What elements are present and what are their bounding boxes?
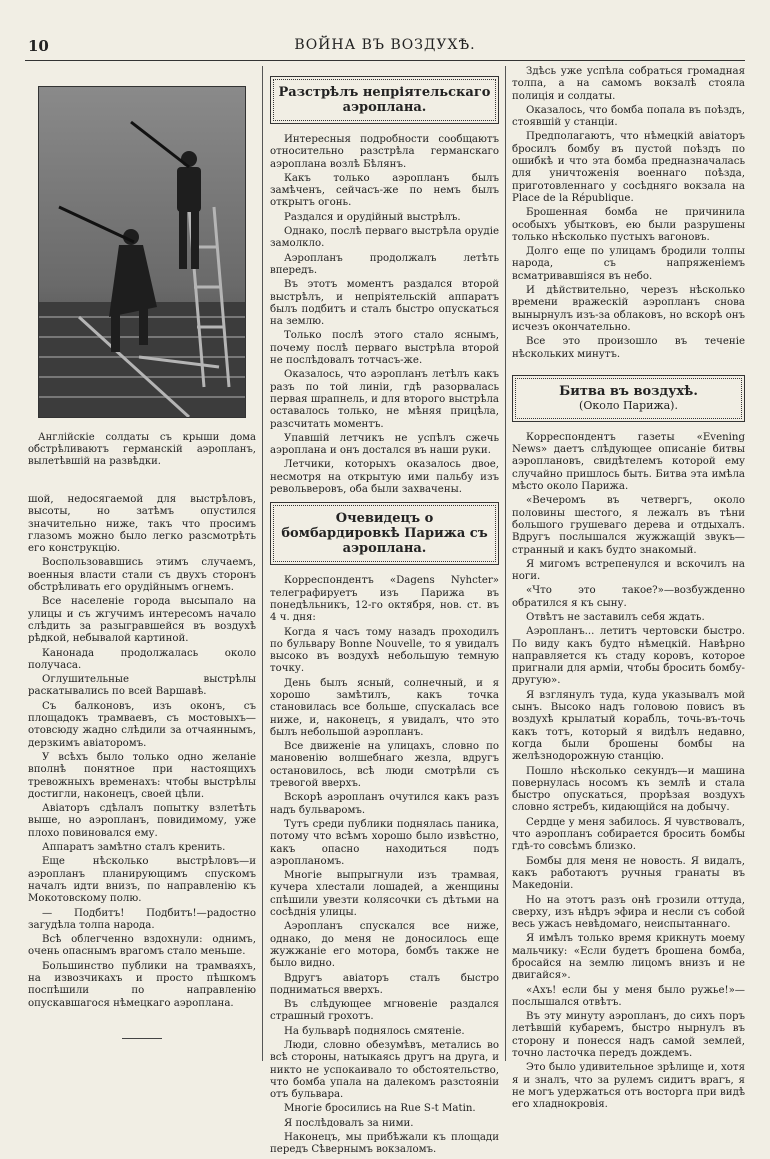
paragraph: Аппаратъ замѣтно сталъ кренить. bbox=[42, 842, 226, 854]
paragraph: Только послѣ этого стало яснымъ, почему послѣ перваго выстрѣла второй не послѣдовалъ тотчасъ-же. bbox=[270, 330, 499, 367]
col1-article-text bbox=[28, 494, 256, 1010]
paragraph: Пошло нѣсколько секундъ—и машина повернулась носомъ къ землѣ и стала быстро опускаться, прорѣзая воздухъ словно ястребъ, кидающійся на добычу. bbox=[512, 765, 745, 814]
photo-caption: Англійскіе солдаты съ крыши дома обстрѣливаютъ германскій аэропланъ, вылетѣвшій на развѣдки. bbox=[28, 432, 256, 467]
paragraph: Отвѣтъ не заставилъ себя ждать. bbox=[526, 611, 705, 623]
headline-subtitle: (Около Парижа). bbox=[579, 398, 678, 412]
paragraph: День былъ ясный, солнечный, и я хорошо замѣтилъ, какъ точка становилась все больше, спускалась все ниже, и, наконецъ, я увидалъ, что это былъ небольшой аэропланъ. bbox=[270, 677, 499, 738]
paragraph: Интересныя подробности сообщаютъ относительно разстрѣла германскаго аэроплана возлѣ Бѣлянъ. bbox=[270, 134, 499, 170]
photo-illustration bbox=[39, 87, 245, 417]
page-number: 10 bbox=[28, 37, 49, 55]
article-paris-continued bbox=[512, 66, 745, 361]
paragraph: Все населеніе города высыпало на улицы и съ жгучимъ интересомъ начало слѣдить за разыгравшейся въ воздухѣ рѣдкой, небывалой картиной. bbox=[28, 596, 256, 645]
paragraph: Корреспондентъ газеты «Evening News» даетъ слѣдующее описаніе битвы аэроплановъ, свидѣтелемъ которой ему случайно пришлось быть. Битва эта имѣла мѣсто около Парижа. bbox=[512, 431, 745, 493]
paragraph: Я мигомъ встрепенулся и вскочилъ на ноги. bbox=[512, 558, 745, 583]
paragraph: Бомбы для меня не новость. Я видалъ, какъ работаютъ ручныя гранаты въ Македоніи. bbox=[512, 855, 745, 892]
paragraph: Въ эту минуту аэропланъ, до сихъ поръ летѣвшій кубаремъ, быстро нырнулъ въ сторону и понесся надъ самой землей, точно ласточка передъ дождемъ. bbox=[512, 1011, 745, 1060]
paragraph: Многіе бросились на Rue S-t Matin. bbox=[284, 1103, 476, 1115]
paragraph: Это было удивительное зрѣлище и, хотя я и зналъ, что за рулемъ сидитъ врагъ, я не могъ удержаться отъ восторга при видѣ его хладнокровія. bbox=[512, 1062, 745, 1111]
paragraph: Аэропланъ... летитъ чертовски быстро. По виду какъ будто нѣмецкій. Навѣрно направляется къ стаду коровъ, которое пригнали для арміи, чтобы бросить бомбу-другую». bbox=[512, 626, 745, 687]
paragraph: Аэропланъ спускался все ниже, однако, до меня не доносилось еще жужжаніе его мотора, бомбъ также не было видно. bbox=[270, 921, 499, 970]
paragraph: На бульварѣ поднялось смятеніе. bbox=[284, 1025, 465, 1037]
paragraph: Упавшій летчикъ не успѣлъ сжечь аэроплана и онъ достался въ наши руки. bbox=[270, 432, 499, 457]
paragraph: «Что это такое?»—возбужденно обратился я къ сыну. bbox=[512, 585, 745, 609]
paragraph: Все это произошло въ теченіе нѣскольких минутъ. bbox=[512, 336, 745, 360]
article-paris-text bbox=[270, 575, 499, 1156]
photo-soldiers-on-roof bbox=[38, 86, 246, 418]
paragraph: Долго еще по улицамъ бродили толпы народа, съ напряженіемъ всматривавшіяся въ небо. bbox=[512, 246, 745, 282]
paragraph: Тутъ среди публики поднялась паника, потому что всѣмъ хорошо было извѣстно, какъ опасно находиться подъ аэропланомъ. bbox=[270, 818, 499, 867]
paragraph: «Вечеромъ въ четвергъ, около половины шестого, я лежалъ въ тѣни большого грушеваго дерева и отдыхалъ. Вдругъ послышался жужжащій звукъ—странный и какъ будто знакомый. bbox=[512, 495, 745, 556]
paragraph: Однако, послѣ перваго выстрѣла орудіе замолкло. bbox=[270, 226, 499, 250]
paragraph: Оказалось, что бомба попала въ поѣздъ, стоявшій у станціи. bbox=[512, 104, 745, 129]
paragraph: Здѣсь уже успѣла собраться громадная толпа, а на самомъ вокзалѣ стояла полиція и солдаты. bbox=[512, 66, 745, 102]
column-divider bbox=[262, 66, 263, 1061]
paragraph: Еще нѣсколько выстрѣловъ—и аэропланъ планирующимъ спускомъ началъ идти внизъ, по направленію къ Мокотовскому полю. bbox=[28, 856, 256, 905]
paragraph: Предполагаютъ, что нѣмецкій авіаторъ бросилъ бомбу въ пустой поѣздъ по ошибкѣ и что эта бомба предназначалась для уничтоженія военнаго поѣзда, приготовленнаго у сосѣдняго вокзала на Place de la République. bbox=[512, 131, 745, 204]
paragraph: Вдругъ авіаторъ сталъ быстро подниматься вверхъ. bbox=[270, 972, 499, 996]
end-rule bbox=[122, 1038, 162, 1039]
paragraph: Раздался и орудійный выстрѣлъ. bbox=[284, 211, 461, 223]
column-left bbox=[28, 66, 256, 1039]
paragraph: Летчики, которыхъ оказалось двое, несмотря на открытую ими пальбу изъ револьверовъ, оба были захвачены. bbox=[270, 459, 499, 496]
paragraph: Вскорѣ аэропланъ очутился какъ разъ надъ бульваромъ. bbox=[270, 792, 499, 816]
paragraph: — Подбитъ! Подбитъ!—радостно загудѣла толпа народа. bbox=[28, 907, 256, 931]
paragraph: Я имѣлъ только время крикнуть моему мальчику: «Если будетъ брошена бомба, бросайся на землю лицомъ внизъ и не двигайся». bbox=[512, 933, 745, 982]
paragraph: Брошенная бомба не причинила особыхъ убытковъ, ею были разрушены только нѣсколько пустыхъ вагоновъ. bbox=[512, 207, 745, 243]
headline-box bbox=[512, 375, 745, 422]
paragraph: Оглушительные выстрѣлы раскатывались по всей Варшавѣ. bbox=[28, 674, 256, 698]
headline-box bbox=[270, 502, 499, 565]
paragraph: Но на этотъ разъ онѣ грозили оттуда, сверху, изъ нѣдръ эфира и несли съ собой весь ужасъ невѣдомаго, неиспытаннаго. bbox=[512, 894, 745, 931]
paragraph: Наконецъ, мы прибѣжали къ площади передъ Сѣвернымъ вокзаломъ. bbox=[270, 1132, 499, 1156]
paragraph: Въ этотъ моментъ раздался второй выстрѣлъ, и непріятельскій аппаратъ былъ подбитъ и сталъ быстро опускаться на землю. bbox=[270, 279, 499, 328]
paragraph: «Ахъ! если бы у меня было ружье!»—послышался отвѣтъ. bbox=[512, 984, 745, 1008]
header-rule bbox=[25, 60, 745, 61]
paragraph: Въ слѣдующее мгновеніе раздался страшный грохотъ. bbox=[270, 999, 499, 1023]
paragraph: Канонада продолжалась около получаса. bbox=[28, 647, 256, 671]
paragraph: Я взглянулъ туда, куда указывалъ мой сынъ. Высоко надъ головою повисъ въ воздухѣ крылатый корабль, точь-въ-точь какъ тотъ, который я видѣлъ недавно, когда были брошены бомбы на желѣзнодорожную станцію. bbox=[512, 689, 745, 763]
column-right bbox=[512, 66, 745, 1114]
column-divider bbox=[505, 66, 506, 1061]
headline-box bbox=[270, 76, 499, 124]
column-middle bbox=[270, 66, 499, 1159]
paragraph: Люди, словно обезумѣвъ, метались во всѣ стороны, натыкаясь другъ на друга, и никто не успокаивало то обстоятельство, что бомба упала на далекомъ разстояніи отъ бульвара. bbox=[270, 1040, 499, 1101]
headline: Очевидецъ о бомбардировкѣ Парижа съ аэроплана. bbox=[281, 511, 488, 557]
paragraph: Многіе выпрыгнули изъ трамвая, кучера хлестали лошадей, а женщины спѣшили увезти колясочки съ дѣтьми на сосѣднія улицы. bbox=[270, 870, 499, 919]
paragraph: Какъ только аэропланъ былъ замѣченъ, сейчасъ-же по немъ былъ открытъ огонь. bbox=[270, 172, 499, 209]
paragraph: Всѣ облегченно вздохнули: однимъ, очень опаснымъ врагомъ стало меньше. bbox=[28, 934, 256, 958]
article-air-battle-text bbox=[512, 432, 745, 1112]
paragraph: Сердце у меня забилось. Я чувствовалъ, что аэропланъ собирается бросить бомбы гдѣ-то совсѣмъ близко. bbox=[512, 816, 745, 853]
paragraph: Оказалось, что аэропланъ летѣлъ какъ разъ по той линіи, гдѣ разорвалась первая шрапнель, и для второго выстрѣла оставалось только, не мѣняя прицѣла, разсчитать моментъ. bbox=[270, 369, 499, 430]
paragraph: Воспользовавшись этимъ случаемъ, военныя власти стали съ двухъ сторонъ обстрѣливать его орудійнымъ огнемъ. bbox=[28, 557, 256, 594]
paragraph: Когда я часъ тому назадъ проходилъ по бульвару Bonne Nouvelle, то я увидалъ высоко въ воздухѣ небольшую темную точку. bbox=[270, 626, 499, 675]
headline: Разстрѣлъ непріятельскаго аэроплана. bbox=[278, 85, 491, 115]
paragraph: Съ балконовъ, изъ оконъ, съ площадокъ трамваевъ, съ мостовыхъ—отовсюду жадно слѣдили за отчаяннымъ, дерзкимъ авіаторомъ. bbox=[28, 700, 256, 749]
paragraph: Авіаторъ сдѣлалъ попытку взлетѣть выше, но аэропланъ, повидимому, уже плохо повиновался ему. bbox=[28, 803, 256, 839]
paragraph: Большинство публики на трамваяхъ, на извозчикахъ и просто пѣшкомъ поспѣшили по направленію опускавшагося нѣмецкаго аэроплана. bbox=[28, 960, 256, 1009]
article-shooting-text bbox=[270, 134, 499, 496]
paragraph: У всѣхъ было только одно желаніе вполнѣ понятное при настоящихъ тревожныхъ временахъ: чтобы выстрѣлы достигли, наконецъ, своей цѣли. bbox=[28, 751, 256, 800]
headline: Битва въ воздухѣ. bbox=[559, 383, 698, 399]
running-header-title: ВОЙНА ВЪ ВОЗДУХѢ. bbox=[294, 37, 476, 53]
paragraph: Все движеніе на улицахъ, словно по мановенію волшебнаго жезла, вдругъ остановилось, всѣ люди смотрѣли съ тревогой вверхъ. bbox=[270, 741, 499, 790]
paragraph: Корреспондентъ «Dagens Nyhcter» телеграфируетъ изъ Парижа въ понедѣльникъ, 12-го октября, нов. ст. въ 4 ч. дня: bbox=[270, 575, 499, 624]
paragraph: Аэропланъ продолжалъ летѣть впередъ. bbox=[270, 252, 499, 276]
paragraph: шой, недосягаемой для выстрѣловъ, высоты, но затѣмъ опустился значительно ниже, такъ что просимъ глазомъ можно было легко разсмотрѣть его конструкцію. bbox=[28, 494, 256, 555]
paragraph: И дѣйствительно, черезъ нѣсколько времени вражескій аэропланъ снова вынырнулъ изъ-за облаковъ, но вскорѣ онъ исчезъ окончательно. bbox=[512, 285, 745, 333]
paragraph: Я послѣдовалъ за ними. bbox=[284, 1117, 414, 1129]
